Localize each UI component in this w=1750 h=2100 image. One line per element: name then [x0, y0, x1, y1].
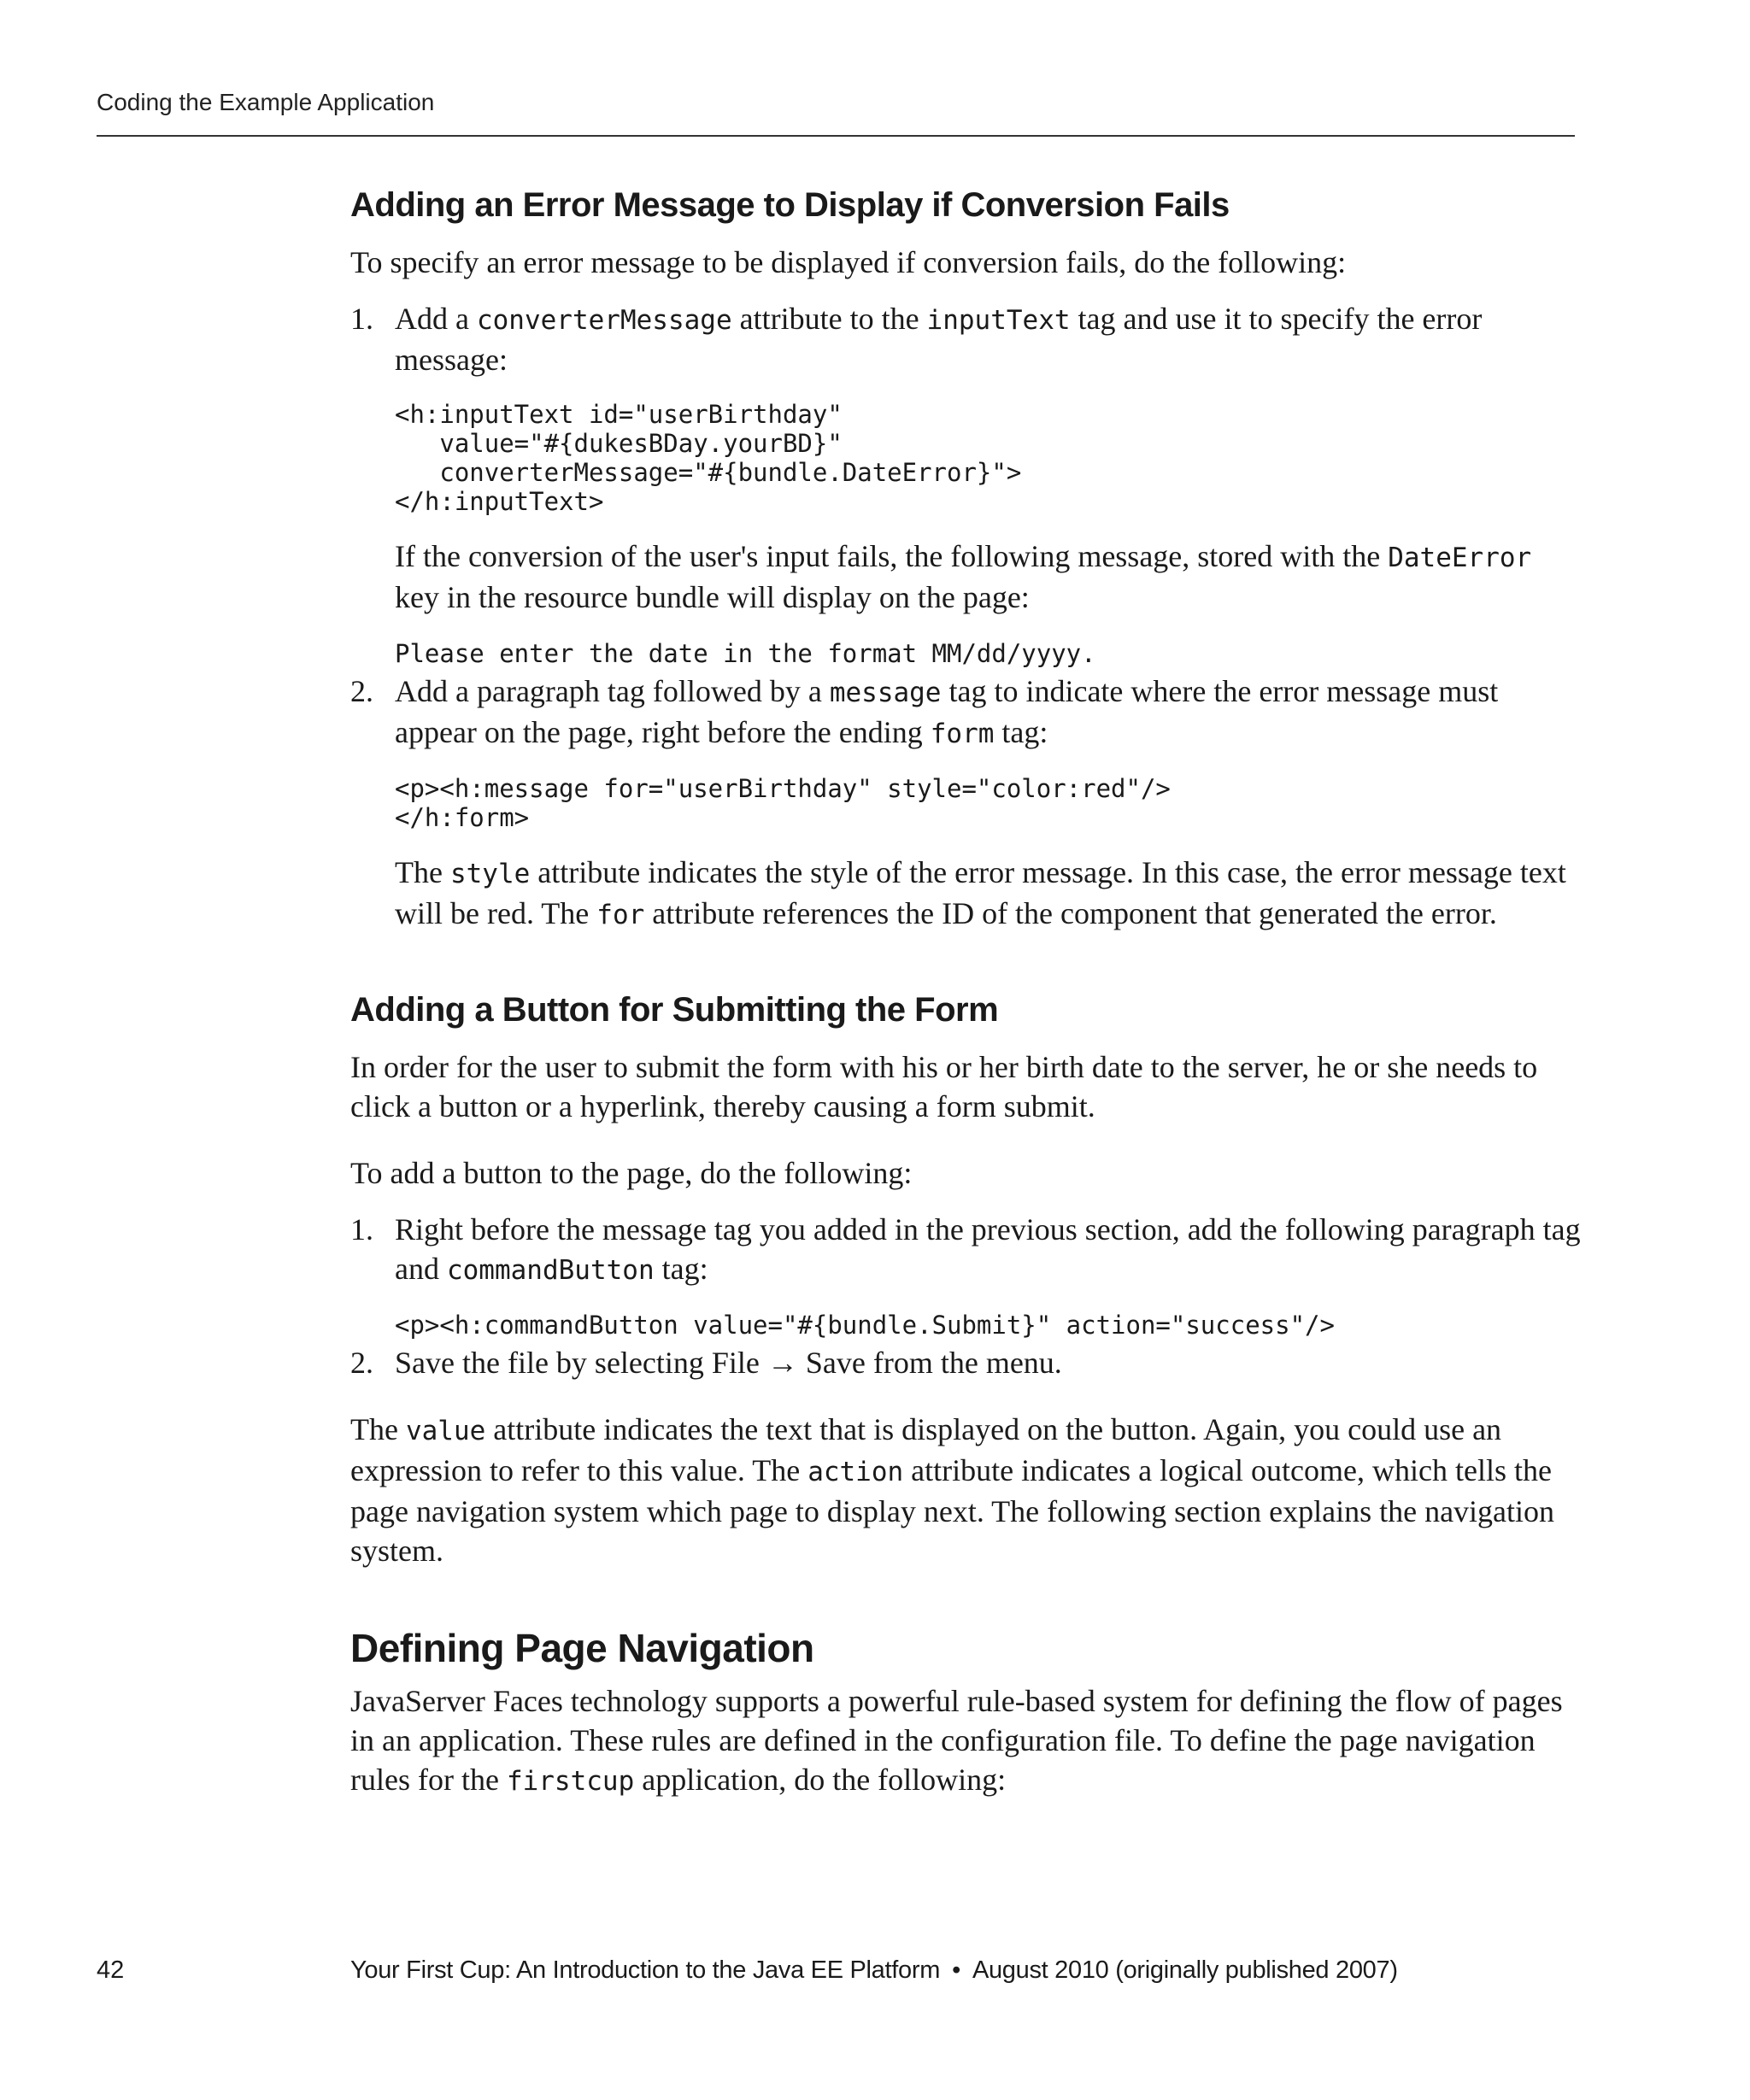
step-number: 1. [350, 302, 373, 336]
code-block: <p><h:commandButton value="#{bundle.Submit}" action="success"/> [395, 1311, 1335, 1340]
section-intro: To specify an error message to be displayed if conversion fails, do the following: [350, 245, 1347, 279]
footer-citation [350, 1956, 1398, 1985]
running-head: Coding the Example Application [97, 89, 435, 115]
code-block: <h:inputText id="userBirthday" value="#{dukesBDay.yourBD}" converterMessage="#{bundle.DateError}"> </h:inputText> [395, 400, 1022, 516]
page-content [350, 179, 1581, 1801]
step-text: Right before the message tag you added in the previous section, add the following paragraph tag and commandButton tag: [395, 1212, 1581, 1286]
paragraph: If the conversion of the user's input fails, the following message, stored with the DateError key in the resource bundle will display on the page: [395, 539, 1532, 614]
step-text: Add a paragraph tag followed by a message tag to indicate where the error message must appear on the page, right before the ending form tag: [395, 674, 1499, 749]
paragraph: The style attribute indicates the style of the error message. In this case, the error message text will be red. The for attribute references the ID of the component that generated the error. [395, 855, 1566, 930]
footer-separator: • [952, 1956, 960, 1984]
section-heading-error-message: Adding an Error Message to Display if Conversion Fails [350, 186, 1230, 224]
section-heading-page-navigation: Defining Page Navigation [350, 1626, 814, 1670]
header-rule [97, 135, 1575, 137]
code-block: Please enter the date in the format MM/dd/yyyy. [395, 639, 1096, 668]
paragraph: In order for the user to submit the form with his or her birth date to the server, he or she needs to click a button or a hyperlink, thereby causing a form submit. [350, 1050, 1538, 1123]
step-number: 2. [350, 1346, 373, 1380]
step-text: Add a converterMessage attribute to the inputText tag and use it to specify the error message: [395, 302, 1483, 377]
list-item [350, 672, 1581, 935]
paragraph: JavaServer Faces technology supports a powerful rule-based system for defining the flow of pages in an application. These rules are defined in the configuration file. To define the page navigation rules for the firstcup application, do the following: [350, 1684, 1563, 1797]
section-heading-submit-button: Adding a Button for Submitting the Form [350, 991, 999, 1029]
publication-date: August 2010 (originally published 2007) [972, 1956, 1398, 1984]
paragraph: To add a button to the page, do the following: [350, 1156, 913, 1190]
code-block: <p><h:message for="userBirthday" style="color:red"/> </h:form> [395, 774, 1171, 832]
step-number: 1. [350, 1212, 373, 1247]
book-title: Your First Cup: An Introduction to the Java EE Platform [350, 1956, 941, 1984]
step-text: Save the file by selecting File → Save from the menu. [395, 1346, 1062, 1380]
step-number: 2. [350, 674, 373, 708]
page-number: 42 [97, 1956, 125, 1984]
list-item [350, 1210, 1581, 1340]
list-item [350, 1343, 1581, 1382]
paragraph: The value attribute indicates the text that is displayed on the button. Again, you could use an expression to refer to this value. The action attribute indicates a logical outcome, which tells the page navigation system which page to display next. The following section explains the navigation system. [350, 1412, 1555, 1568]
list-item [350, 299, 1581, 668]
